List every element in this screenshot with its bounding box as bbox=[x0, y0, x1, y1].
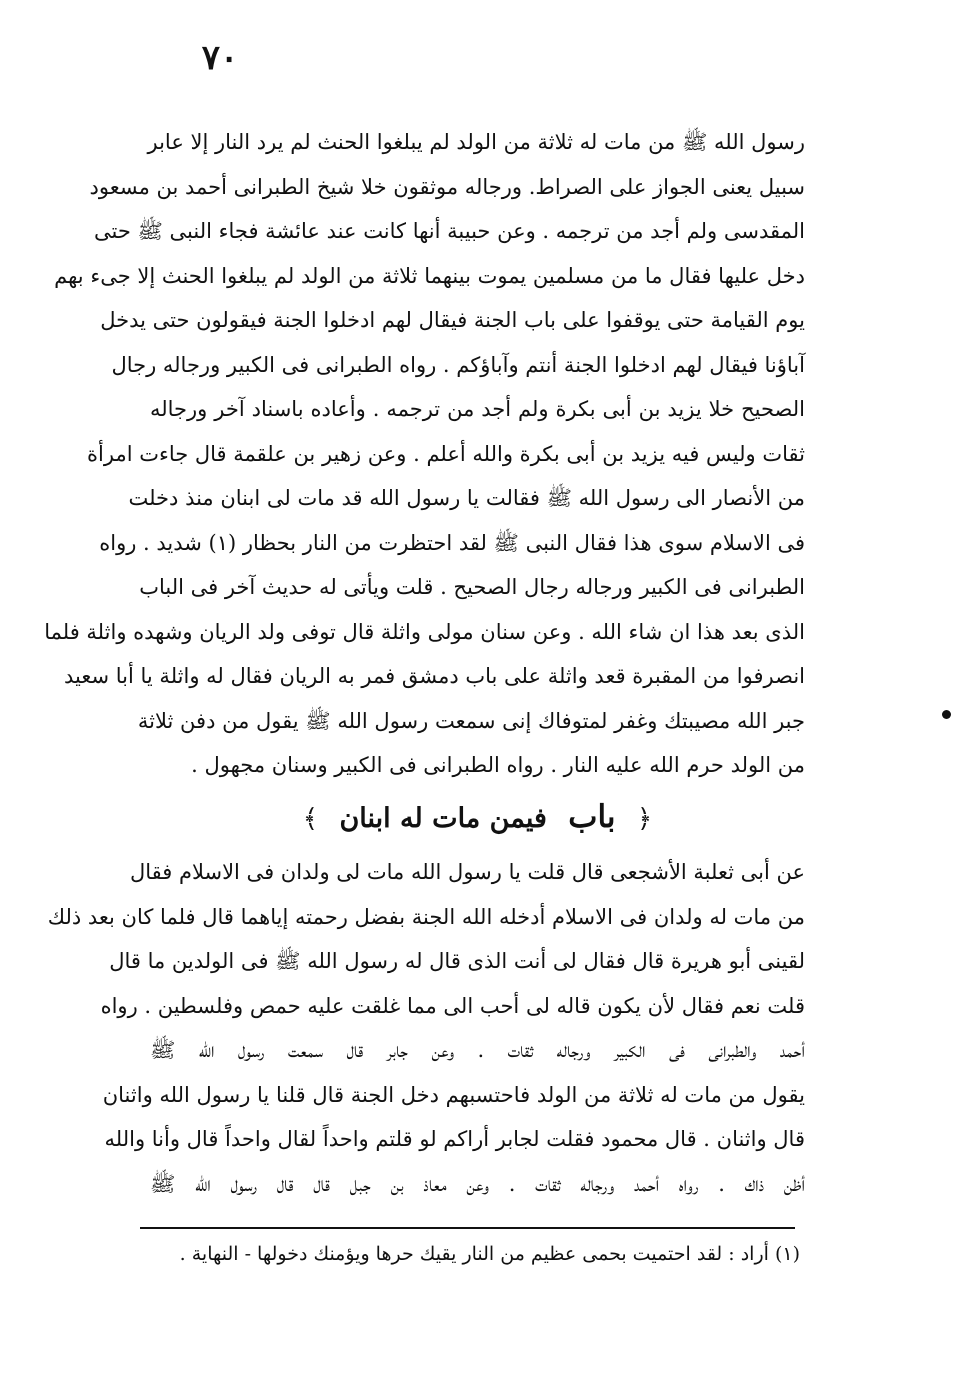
text-line: عن أبى ثعلبة الأشجعى قال قلت يا رسول الله مات لى ولدان فى الاسلام فقال bbox=[129, 860, 805, 884]
text-line: دخل عليها فقال ما من مسلمين يموت بينهما ثلاثة من الولد لم يبلغوا الحنث إلا جىء بهم bbox=[54, 263, 805, 288]
heading-close-bracket: ﴾ bbox=[302, 804, 319, 834]
text-line: قلت نعم فقال لأن يكون قاله لى أحب الى مما غلقت عليه حمص وفلسطين . رواه bbox=[100, 993, 805, 1018]
scan-edge-mark bbox=[942, 710, 951, 719]
text-line: فى الاسلام سوى هذا فقال النبى ﷺ لقد احتظرت من النار بحظار (١) شديد . رواه bbox=[99, 530, 805, 555]
text-line: لقينى أبو هريرة قال فقال لى أنت الذى قال له رسول الله ﷺ فى الولدين ما قال bbox=[109, 949, 805, 973]
footnote: (١) أراد : لقد احتميت بحمى عظيم من النار يقيك حرها ويؤمنك دخولها - النهاية . bbox=[179, 1243, 800, 1265]
text-line: جبر الله مصيبتك وغفر لمتوفاك إنى سمعت رسول الله ﷺ يقول من دفن ثلاثة bbox=[137, 708, 805, 733]
main-text-block-2 bbox=[47, 850, 805, 1206]
text-line: من الأنصار الى رسول الله ﷺ فقالت يا رسول الله قد مات لى ابنان منذ دخلت bbox=[128, 486, 805, 510]
text-line: سبيل يعنى الجواز على الصراط. ورجاله موثقون خلا شيخ الطبرانى أحمد بن مسعود bbox=[89, 174, 805, 199]
text-line: انصرفوا من المقبرة قعد واثلة على باب دمشق فمر به الريان فقال له واثلة يا أبا سعيد bbox=[64, 664, 805, 688]
text-line: الصحيح خلا يزيد بن أبى بكرة ولم أجد من ترجمه . وأعاده باسناد آخر ورجاله bbox=[150, 397, 805, 421]
text-line: أحمد والطبرانى فى الكبير ورجاله ثقات . وعن جابر قال سمعت رسول الله ﷺ bbox=[150, 1038, 805, 1062]
text-line: قال واثنان . قال محمود فقلت لجابر أراكم لو قلتم واحداً لقال واحداً قال وأنا والله bbox=[104, 1127, 805, 1151]
text-line: من الولد حرم الله عليه النار . رواه الطبرانى فى الكبير وسنان مجهول . bbox=[191, 753, 805, 777]
heading-open-bracket: ﴿ bbox=[636, 804, 653, 834]
text-line: الذى بعد هذا ان شاء الله . وعن سنان مولى واثلة قال توفى ولد الريان وشهده واثلة فلما bbox=[44, 619, 805, 644]
text-line: ثقات وليس فيه يزيد بن أبى بكرة والله أعلم . وعن زهير بن علقمة قال جاءت امرأة bbox=[87, 441, 805, 466]
text-line: آباؤنا فيقال لهم ادخلوا الجنة أنتم وآباؤكم . رواه الطبرانى فى الكبير ورجاله رجال bbox=[111, 352, 805, 377]
page-number: ٧٠ bbox=[201, 38, 239, 78]
chapter-heading bbox=[150, 792, 805, 842]
footnote-divider bbox=[140, 1227, 795, 1229]
heading-bab-word: باب bbox=[568, 799, 616, 835]
text-line: أظن ذاك . رواه أحمد ورجاله ثقات . وعن معاذ بن جبل قال قال رسول الله ﷺ bbox=[150, 1171, 805, 1196]
heading-title: فيمن مات له ابنان bbox=[339, 803, 547, 834]
text-line: يوم القيامة حتى يوقفوا على باب الجنة فيقال لهم ادخلوا الجنة فيقولون حتى يدخل bbox=[100, 308, 805, 332]
text-line: المقدسى ولم أجد من ترجمه . وعن حبيبة أنها كانت عند عائشة فجاء النبى ﷺ حتى bbox=[94, 219, 805, 243]
text-line: من مات له ولدان فى الاسلام أدخله الله الجنة بفضل رحمته إياهما قال فلما كان بعد ذلك bbox=[47, 904, 805, 929]
text-line: رسول الله ﷺ من مات له ثلاثة من الولد لم يبلغوا الحنث لم يرد النار إلا عابر bbox=[147, 130, 805, 154]
text-line: يقول من مات له ثلاثة من الولد فاحتسبهم دخل الجنة قال قلنا يا رسول الله واثنان bbox=[102, 1082, 805, 1107]
text-line: الطبرانى فى الكبير ورجاله رجال الصحيح . قلت ويأتى له حديث آخر فى الباب bbox=[139, 575, 805, 599]
main-text-block-1 bbox=[44, 120, 805, 788]
